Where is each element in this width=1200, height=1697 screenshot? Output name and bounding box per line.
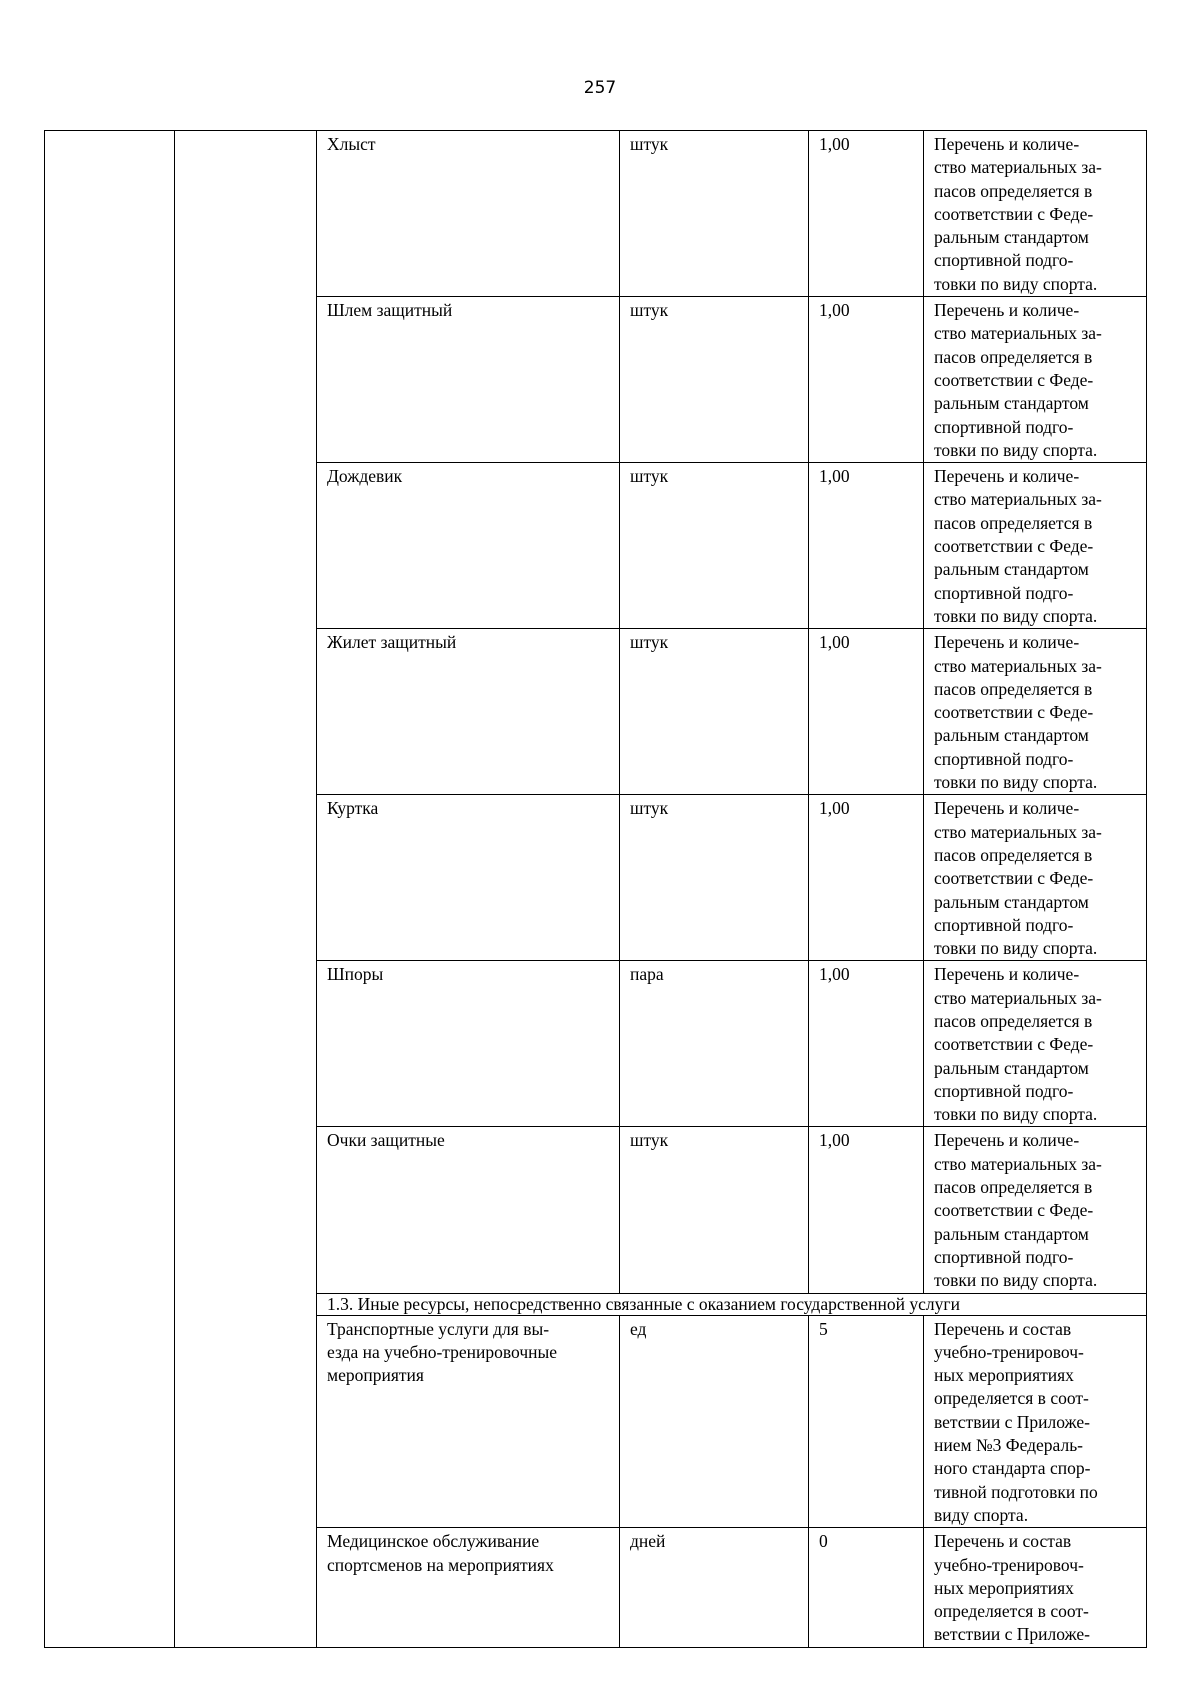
item-quantity: 1,00	[809, 297, 924, 463]
merged-cell-col1	[45, 131, 175, 1648]
item-name: Дождевик	[317, 463, 620, 629]
item-quantity: 1,00	[809, 1127, 924, 1293]
service-quantity: 5	[809, 1315, 924, 1528]
item-unit: пара	[620, 961, 809, 1127]
item-name: Хлыст	[317, 131, 620, 297]
merged-cell-col2	[175, 131, 317, 1648]
item-note: Перечень и количе- ство материальных за- пасов определяется в соответствии с Феде- ральным стандартом спортивной подго- товки по виду спорта.	[924, 961, 1147, 1127]
service-quantity: 0	[809, 1528, 924, 1647]
item-unit: штук	[620, 463, 809, 629]
service-note: Перечень и состав учебно-тренировоч- ных мероприятиях определяется в соот- ветствии с Приложе- нием №3 Федераль- ного стандарта спор- тивной подготовки по виду спорта.	[924, 1315, 1147, 1528]
item-quantity: 1,00	[809, 463, 924, 629]
service-unit: ед	[620, 1315, 809, 1528]
page-number: 257	[583, 78, 617, 98]
item-note: Перечень и количе- ство материальных за- пасов определяется в соответствии с Феде- ральным стандартом спортивной подго- товки по виду спорта.	[924, 463, 1147, 629]
item-note: Перечень и количе- ство материальных за- пасов определяется в соответствии с Феде- ральным стандартом спортивной подго- товки по виду спорта.	[924, 629, 1147, 795]
item-note: Перечень и количе- ство материальных за- пасов определяется в соответствии с Феде- ральным стандартом спортивной подго- товки по виду спорта.	[924, 131, 1147, 297]
service-name: Транспортные услуги для вы- езда на учебно-тренировочные мероприятия	[317, 1315, 620, 1528]
section-heading: 1.3. Иные ресурсы, непосредственно связанные с оказанием государственной услуги	[317, 1293, 1147, 1315]
item-quantity: 1,00	[809, 131, 924, 297]
item-name: Шпоры	[317, 961, 620, 1127]
item-note: Перечень и количе- ство материальных за- пасов определяется в соответствии с Феде- ральным стандартом спортивной подго- товки по виду спорта.	[924, 297, 1147, 463]
item-name: Шлем защитный	[317, 297, 620, 463]
service-name: Медицинское обслуживание спортсменов на мероприятиях	[317, 1528, 620, 1647]
item-unit: штук	[620, 297, 809, 463]
table-row	[45, 131, 1147, 297]
item-unit: штук	[620, 1127, 809, 1293]
item-name: Куртка	[317, 795, 620, 961]
item-note: Перечень и количе- ство материальных за- пасов определяется в соответствии с Феде- ральным стандартом спортивной подго- товки по виду спорта.	[924, 795, 1147, 961]
item-quantity: 1,00	[809, 961, 924, 1127]
item-unit: штук	[620, 795, 809, 961]
resources-table	[44, 130, 1147, 1648]
item-unit: штук	[620, 629, 809, 795]
item-note: Перечень и количе- ство материальных за- пасов определяется в соответствии с Феде- ральным стандартом спортивной подго- товки по виду спорта.	[924, 1127, 1147, 1293]
item-unit: штук	[620, 131, 809, 297]
service-note: Перечень и состав учебно-тренировоч- ных мероприятиях определяется в соот- ветствии с Приложе-	[924, 1528, 1147, 1647]
service-unit: дней	[620, 1528, 809, 1647]
item-quantity: 1,00	[809, 795, 924, 961]
item-name: Очки защитные	[317, 1127, 620, 1293]
item-quantity: 1,00	[809, 629, 924, 795]
item-name: Жилет защитный	[317, 629, 620, 795]
